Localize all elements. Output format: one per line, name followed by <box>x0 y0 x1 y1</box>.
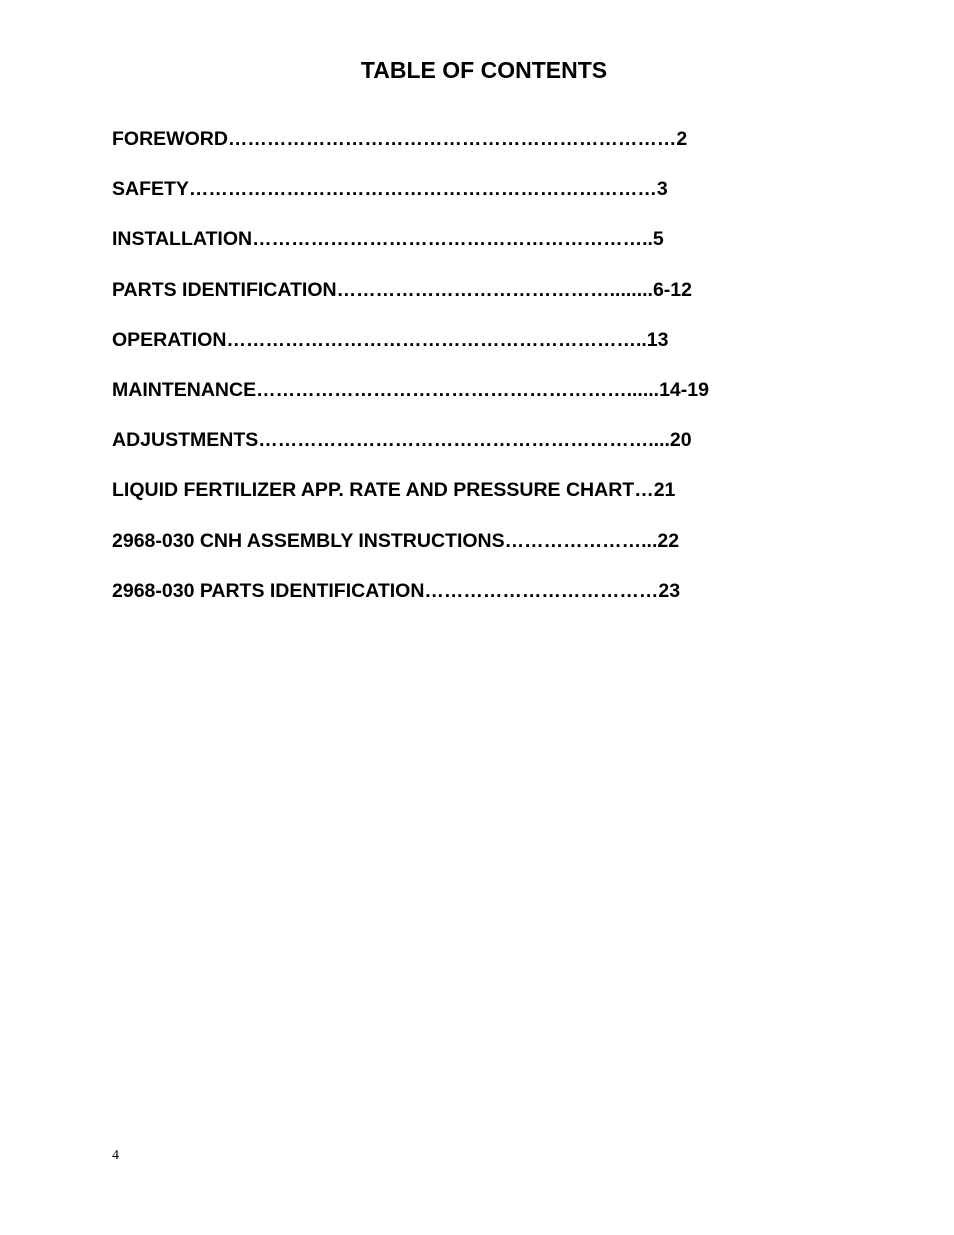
toc-entry-maintenance: MAINTENANCE…………………………………………………......14-19 <box>112 378 709 401</box>
table-of-contents <box>112 126 832 628</box>
toc-entry-adjustments: ADJUSTMENTS……………………………………………………....20 <box>112 429 692 452</box>
toc-entry-installation: INSTALLATION……………………………………………………..5 <box>112 228 664 251</box>
toc-entry-operation: OPERATION………………………………………………………..13 <box>112 328 669 351</box>
toc-entry-cnh-assembly-instructions: 2968-030 CNH ASSEMBLY INSTRUCTIONS…………………...22 <box>112 529 680 552</box>
toc-entry-2968-030-parts-identification: 2968-030 PARTS IDENTIFICATION………………………………23 <box>112 579 681 602</box>
page-title: TABLE OF CONTENTS <box>360 57 608 83</box>
page-number: 4 <box>112 1148 119 1163</box>
toc-entry-safety: SAFETY………………………………………………………………3 <box>112 178 668 201</box>
toc-entry-liquid-fertilizer-chart: LIQUID FERTILIZER APP. RATE AND PRESSURE CHART…21 <box>112 479 676 502</box>
toc-entry-foreword: FOREWORD……………………………………………………………2 <box>112 128 688 150</box>
toc-entry-parts-identification: PARTS IDENTIFICATION……………………………………........6-12 <box>112 278 692 301</box>
